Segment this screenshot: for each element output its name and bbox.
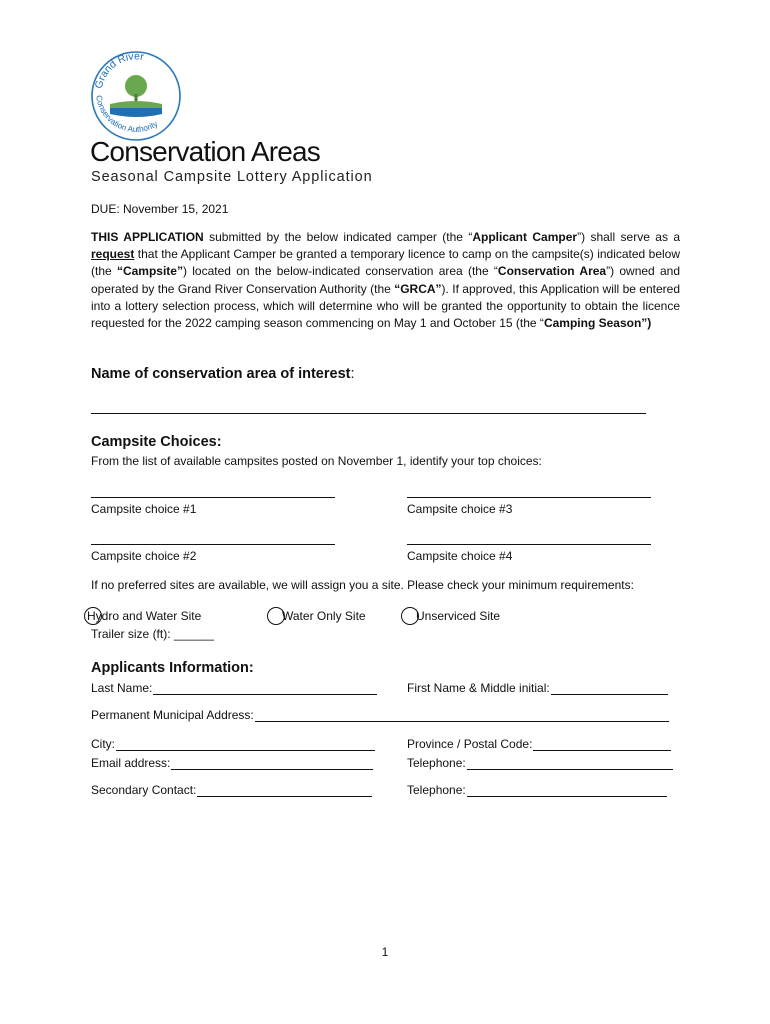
water-only-label: Water Only Site bbox=[282, 609, 366, 623]
hydro-water-label: Hydro and Water Site bbox=[87, 609, 202, 623]
logo-text-bottom: Conservation Authority bbox=[94, 94, 160, 135]
secondary-telephone-input[interactable] bbox=[467, 784, 667, 797]
intro-paragraph: THIS APPLICATION submitted by the below indicated camper (the “Applicant Camper”) shall serve as a request that the Applicant Camper be granted a temporary licence to camp on the campsite(s) indicated below (the “Campsite”) located on the below-indicated conservation area (the “Conservation Area”) owned and operated by the Grand River Conservation Authority (the “GRCA”). If approved, this Application will be entered into a lottery selection process, which will determine who will be granted the opportunity to obtain the licence requested for the 2022 camping season commencing on May 1 and October 15 (the “Camping Season”) bbox=[91, 230, 681, 331]
grca-logo bbox=[88, 48, 184, 144]
campsite-choice-1-label: Campsite choice #1 bbox=[91, 502, 197, 516]
campsite-heading: Campsite Choices: bbox=[91, 434, 222, 450]
secondary-telephone-field[interactable] bbox=[407, 783, 667, 797]
secondary-telephone-label: Telephone: bbox=[407, 783, 466, 797]
address-field[interactable] bbox=[91, 708, 669, 722]
first-name-field[interactable] bbox=[407, 681, 668, 695]
requirements-text: If no preferred sites are available, we will assign you a site. Please check your minimum requirements: bbox=[91, 578, 634, 592]
address-input[interactable] bbox=[255, 709, 669, 722]
last-name-label: Last Name: bbox=[91, 681, 153, 695]
campsite-choice-2-line[interactable] bbox=[91, 544, 335, 545]
campsite-choice-4-label: Campsite choice #4 bbox=[407, 549, 513, 563]
campsite-choice-1-line[interactable] bbox=[91, 497, 335, 498]
page-subtitle: Seasonal Campsite Lottery Application bbox=[91, 169, 373, 185]
page-number: 1 bbox=[381, 945, 389, 959]
last-name-input[interactable] bbox=[153, 682, 377, 695]
campsite-choice-2-label: Campsite choice #2 bbox=[91, 549, 197, 563]
address-label: Permanent Municipal Address: bbox=[91, 708, 254, 722]
first-name-label: First Name & Middle initial: bbox=[407, 681, 550, 695]
applicant-heading: Applicants Information: bbox=[91, 660, 254, 676]
email-label: Email address: bbox=[91, 756, 171, 770]
city-label: City: bbox=[91, 737, 115, 751]
telephone-input[interactable] bbox=[467, 757, 673, 770]
trailer-size-field[interactable]: Trailer size (ft): ______ bbox=[91, 627, 214, 641]
logo-text-top: Grand River bbox=[92, 50, 145, 90]
campsite-instructions: From the list of available campsites posted on November 1, identify your top choices: bbox=[91, 454, 542, 468]
page-title: Conservation Areas bbox=[90, 136, 320, 167]
area-input-line[interactable] bbox=[91, 413, 646, 414]
province-postal-field[interactable] bbox=[407, 737, 671, 751]
province-postal-label: Province / Postal Code: bbox=[407, 737, 533, 751]
campsite-choice-3-label: Campsite choice #3 bbox=[407, 502, 513, 516]
logo-water bbox=[110, 108, 162, 117]
area-heading: Name of conservation area of interest: bbox=[91, 366, 355, 382]
last-name-field[interactable] bbox=[91, 681, 377, 695]
email-field[interactable] bbox=[91, 756, 373, 770]
due-date: DUE: November 15, 2021 bbox=[91, 202, 229, 216]
logo-tree-crown bbox=[125, 75, 147, 97]
campsite-choice-4-line[interactable] bbox=[407, 544, 651, 545]
first-name-input[interactable] bbox=[551, 682, 668, 695]
option-unserviced[interactable] bbox=[401, 607, 500, 625]
secondary-contact-input[interactable] bbox=[197, 784, 372, 797]
secondary-contact-field[interactable] bbox=[91, 783, 372, 797]
logo-land bbox=[110, 101, 162, 108]
province-postal-input[interactable] bbox=[533, 738, 671, 751]
unserviced-label: Unserviced Site bbox=[416, 609, 501, 623]
campsite-choice-3-line[interactable] bbox=[407, 497, 651, 498]
city-field[interactable] bbox=[91, 737, 375, 751]
email-input[interactable] bbox=[171, 757, 373, 770]
option-water-only[interactable] bbox=[267, 607, 366, 625]
telephone-field[interactable] bbox=[407, 756, 673, 770]
secondary-contact-label: Secondary Contact: bbox=[91, 783, 197, 797]
city-input[interactable] bbox=[116, 738, 375, 751]
telephone-label: Telephone: bbox=[407, 756, 466, 770]
option-hydro-water[interactable] bbox=[84, 607, 201, 625]
